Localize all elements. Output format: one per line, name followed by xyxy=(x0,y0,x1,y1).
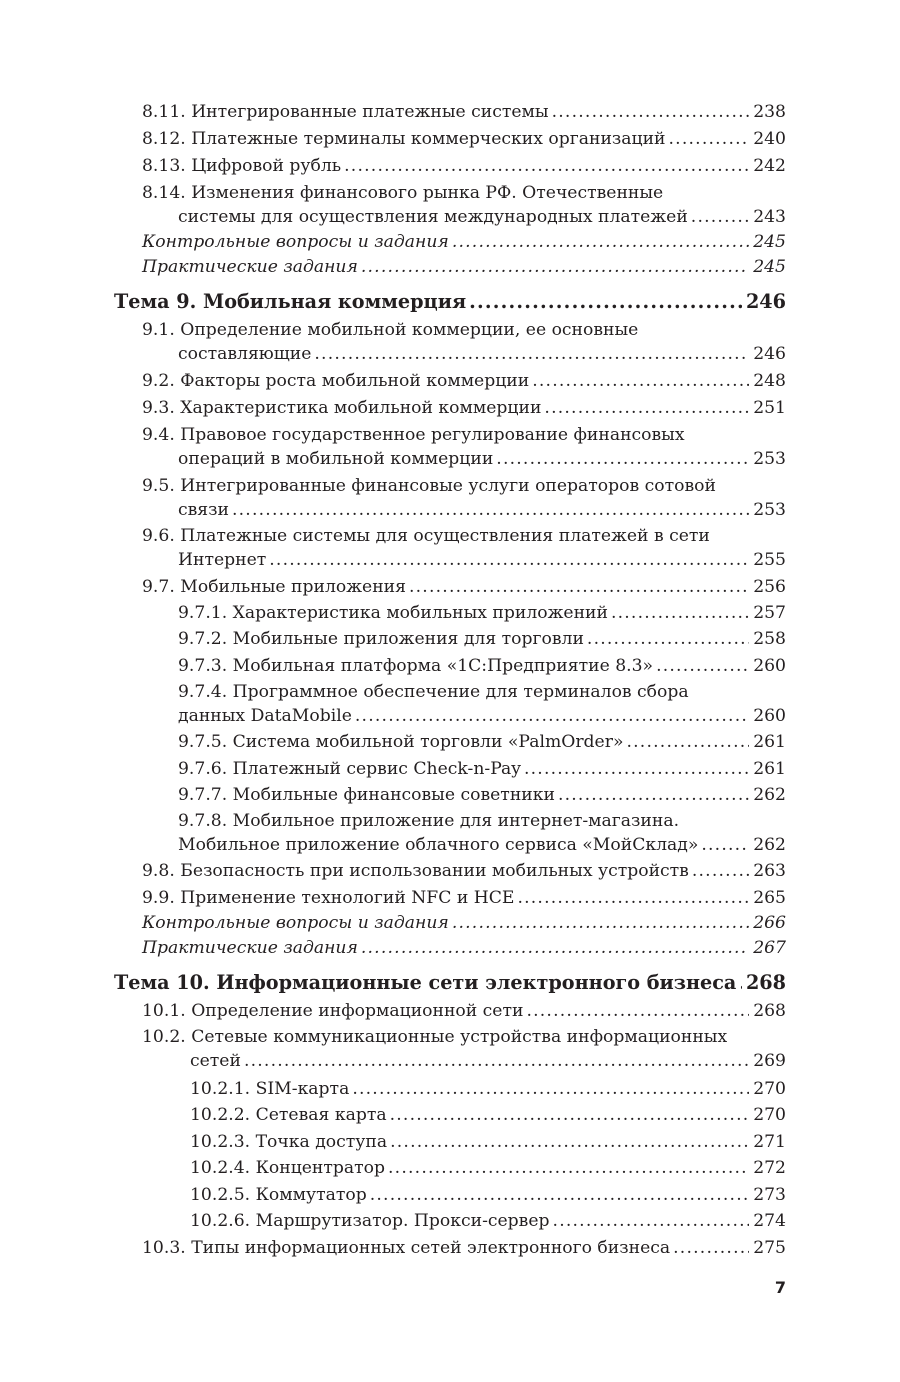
toc-page-number: 275 xyxy=(753,1238,786,1258)
toc-page-number: 242 xyxy=(753,156,786,176)
toc-entry-row xyxy=(142,575,786,599)
toc-entry-row xyxy=(190,1156,786,1180)
dot-leader xyxy=(344,154,749,178)
toc-entry-title: 9.7.4. Программное обеспечение для терминалов сбора xyxy=(178,682,689,702)
toc-entry-row xyxy=(178,601,786,625)
toc-entry-row xyxy=(190,1130,786,1154)
dot-leader xyxy=(469,290,742,314)
dot-leader xyxy=(669,127,750,151)
toc-entry-title: 10.3. Типы информационных сетей электронного бизнеса xyxy=(142,1238,671,1258)
dot-leader xyxy=(701,833,749,857)
toc-page-number: 251 xyxy=(753,398,786,418)
toc-entry-title: 8.14. Изменения финансового рынка РФ. Отечественные xyxy=(142,183,664,203)
toc-entry-title: 9.7.7. Мобильные финансовые советники xyxy=(178,785,555,805)
toc-entry-title: 10.2.2. Сетевая карта xyxy=(190,1105,387,1125)
dot-leader xyxy=(611,601,749,625)
toc-entry-title: сетей xyxy=(190,1051,241,1071)
toc-entry-row xyxy=(178,498,786,522)
dot-leader xyxy=(691,205,749,229)
toc-entry-row xyxy=(178,783,786,807)
toc-page-number: 262 xyxy=(753,835,786,855)
toc-page-number: 270 xyxy=(753,1105,786,1125)
toc-entry-title: 9.7.6. Платежный сервис Check-n-Pay xyxy=(178,759,521,779)
dot-leader xyxy=(361,255,749,279)
toc-entry-title: 9.7.3. Мобильная платформа «1С:Предприятие 8.3» xyxy=(178,656,654,676)
toc-page-number: 270 xyxy=(753,1079,786,1099)
dot-leader xyxy=(496,447,749,471)
dot-leader xyxy=(587,627,749,651)
toc-entry-row xyxy=(190,1077,786,1101)
toc-page-number: 255 xyxy=(753,550,786,570)
toc-entry-row xyxy=(178,654,786,678)
toc-entry-title: Мобильное приложение облачного сервиса «МойСклад» xyxy=(178,835,699,855)
toc-entry-title: 10.2.5. Коммутатор xyxy=(190,1185,367,1205)
toc-page-number: 274 xyxy=(753,1211,786,1231)
toc-page-number: 253 xyxy=(753,449,786,469)
toc-entry-row xyxy=(178,704,786,728)
toc-entry-title: 9.7.8. Мобильное приложение для интернет-магазина. xyxy=(178,811,680,831)
toc-entry-row xyxy=(178,342,786,366)
dot-leader xyxy=(232,498,749,522)
toc-page-number: 271 xyxy=(753,1132,786,1152)
toc-page-number: 240 xyxy=(753,129,786,149)
toc-entry-title: связи xyxy=(178,500,229,520)
toc-entry-title: составляющие xyxy=(178,344,312,364)
toc-entry-title: 9.3. Характеристика мобильной коммерции xyxy=(142,398,542,418)
toc-entry-row xyxy=(142,230,786,254)
dot-leader xyxy=(361,936,749,960)
toc-entry-title: 9.7.1. Характеристика мобильных приложений xyxy=(178,603,608,623)
dot-leader xyxy=(739,971,742,995)
dot-leader xyxy=(370,1183,749,1207)
toc-page-number: 245 xyxy=(753,257,786,277)
toc-page-number: 257 xyxy=(753,603,786,623)
toc-page-number: 265 xyxy=(753,888,786,908)
dot-leader xyxy=(544,396,749,420)
dot-leader xyxy=(390,1130,749,1154)
dot-leader xyxy=(656,654,749,678)
dot-leader xyxy=(673,1236,749,1260)
toc-entry-row xyxy=(178,757,786,781)
toc-entry-row xyxy=(178,205,786,229)
toc-entry-title: 8.11. Интегрированные платежные системы xyxy=(142,102,549,122)
toc-entry-title: данных DataMobile xyxy=(178,706,352,726)
dot-leader xyxy=(532,369,749,393)
toc-page-number: 268 xyxy=(753,1001,786,1021)
toc-entry-row xyxy=(178,627,786,651)
toc-page-number: 258 xyxy=(753,629,786,649)
toc-entry-row xyxy=(190,1049,786,1073)
toc-entry-row xyxy=(142,369,786,393)
toc-entry-title: операций в мобильной коммерции xyxy=(178,449,494,469)
toc-page-number: 261 xyxy=(753,759,786,779)
toc-entry-title: 9.6. Платежные системы для осуществления платежей в сети xyxy=(142,526,710,546)
dot-leader xyxy=(692,859,749,883)
toc-entry-title: 10.1. Определение информационной сети xyxy=(142,1001,524,1021)
toc-entry-row xyxy=(142,154,786,178)
toc-entry-row xyxy=(178,447,786,471)
toc-entry-row xyxy=(190,1209,786,1233)
toc-page-number: 256 xyxy=(753,577,786,597)
dot-leader xyxy=(452,911,749,935)
dot-leader xyxy=(244,1049,749,1073)
toc-entry-title: 9.2. Факторы роста мобильной коммерции xyxy=(142,371,530,391)
toc-page-number: 266 xyxy=(753,913,786,933)
toc-page-number: 268 xyxy=(745,971,786,994)
toc-page-number: 260 xyxy=(753,706,786,726)
dot-leader xyxy=(524,757,749,781)
toc-entry-title: Тема 9. Мобильная коммерция xyxy=(114,290,467,313)
toc-page-number: 260 xyxy=(753,656,786,676)
toc-entry-title: Контрольные вопросы и задания xyxy=(142,913,449,933)
toc-entry-title: 9.1. Определение мобильной коммерции, ее основные xyxy=(142,320,639,340)
toc-entry-title: 8.12. Платежные терминалы коммерческих организаций xyxy=(142,129,666,149)
toc-page-number: 246 xyxy=(745,290,786,313)
toc-entry-title: 9.8. Безопасность при использовании мобильных устройств xyxy=(142,861,689,881)
dot-leader xyxy=(388,1156,749,1180)
dot-leader xyxy=(452,230,749,254)
toc-entry-title: Контрольные вопросы и задания xyxy=(142,232,449,252)
toc-entry-title: 10.2.6. Маршрутизатор. Прокси-сервер xyxy=(190,1211,550,1231)
toc-entry-row xyxy=(178,833,786,857)
dot-leader xyxy=(352,1077,749,1101)
toc-page-number: 246 xyxy=(753,344,786,364)
toc-entry-title: 9.9. Применение технологий NFC и HCE xyxy=(142,888,515,908)
toc-page-number: 261 xyxy=(753,732,786,752)
toc-entry-title: 10.2.1. SIM-карта xyxy=(190,1079,350,1099)
dot-leader xyxy=(409,575,749,599)
toc-page-number: 267 xyxy=(753,938,786,958)
toc-entry-row xyxy=(142,255,786,279)
toc-entry-row xyxy=(142,1236,786,1260)
toc-entry-row xyxy=(178,730,786,754)
toc-entry-row xyxy=(142,911,786,935)
toc-page-number: 253 xyxy=(753,500,786,520)
toc-entry-title: системы для осуществления международных платежей xyxy=(178,207,688,227)
toc-entry-row xyxy=(142,396,786,420)
toc-page-number: 245 xyxy=(753,232,786,252)
dot-leader xyxy=(517,886,749,910)
toc-page-number: 263 xyxy=(753,861,786,881)
toc-page-number: 243 xyxy=(753,207,786,227)
dot-leader xyxy=(526,999,749,1023)
toc-entry-row xyxy=(178,548,786,572)
toc-entry-title: 9.7.2. Мобильные приложения для торговли xyxy=(178,629,584,649)
toc-entry-row xyxy=(190,1183,786,1207)
dot-leader xyxy=(390,1103,750,1127)
dot-leader xyxy=(558,783,749,807)
toc-entry-row xyxy=(190,1103,786,1127)
toc-entry-title: 10.2.3. Точка доступа xyxy=(190,1132,388,1152)
dot-leader xyxy=(553,1209,750,1233)
toc-entry-title: 8.13. Цифровой рубль xyxy=(142,156,342,176)
dot-leader xyxy=(355,704,749,728)
toc-page-number: 238 xyxy=(753,102,786,122)
toc-entry-row xyxy=(142,999,786,1023)
dot-leader xyxy=(626,730,749,754)
toc-entry-row xyxy=(142,886,786,910)
toc-page-number: 248 xyxy=(753,371,786,391)
toc-entry-title: 9.4. Правовое государственное регулирование финансовых xyxy=(142,425,685,445)
toc-entry-title: 10.2.4. Концентратор xyxy=(190,1158,385,1178)
toc-page-number: 262 xyxy=(753,785,786,805)
page-number: 7 xyxy=(774,1278,786,1297)
toc-entry-title: 10.2. Сетевые коммуникационные устройства информационных xyxy=(142,1027,728,1047)
toc-entry-title: 9.5. Интегрированные финансовые услуги операторов сотовой xyxy=(142,476,716,496)
toc-entry-row xyxy=(114,971,786,995)
toc-entry-row xyxy=(142,859,786,883)
toc-page-number: 273 xyxy=(753,1185,786,1205)
toc-entry-title: Практические задания xyxy=(142,257,358,277)
toc-page-number: 269 xyxy=(753,1051,786,1071)
toc-entry-title: Тема 10. Информационные сети электронного бизнеса xyxy=(114,971,737,994)
dot-leader xyxy=(552,100,750,124)
dot-leader xyxy=(314,342,749,366)
toc-entry-title: 9.7.5. Система мобильной торговли «PalmOrder» xyxy=(178,732,624,752)
toc-entry-title: Интернет xyxy=(178,550,267,570)
toc-entry-row xyxy=(142,936,786,960)
toc-entry-row xyxy=(114,290,786,314)
toc-entry-title: 9.7. Мобильные приложения xyxy=(142,577,406,597)
dot-leader xyxy=(269,548,749,572)
toc-entry-row xyxy=(142,127,786,151)
toc-page-number: 272 xyxy=(753,1158,786,1178)
toc-entry-title: Практические задания xyxy=(142,938,358,958)
toc-entry-row xyxy=(142,100,786,124)
